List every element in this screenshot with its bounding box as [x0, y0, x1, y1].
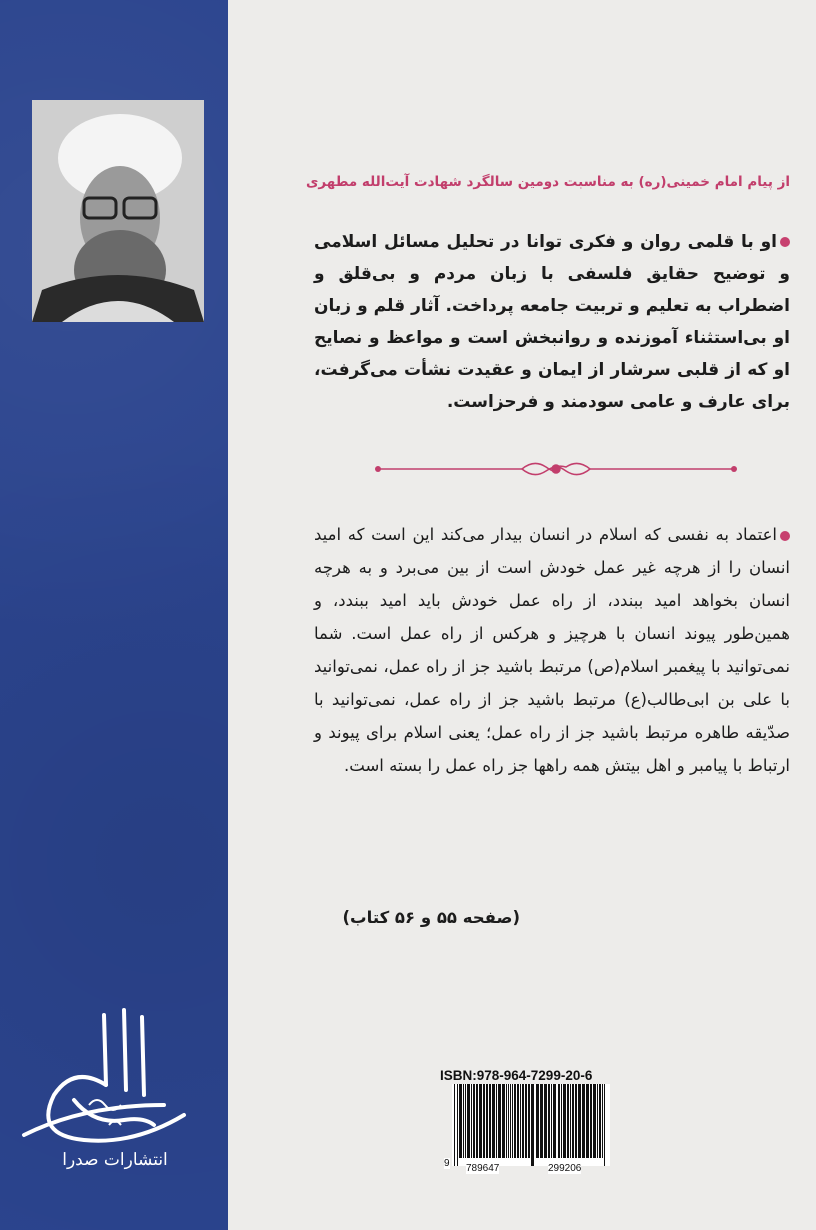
- barcode-bar: [582, 1084, 585, 1158]
- quote-paragraph-1: [314, 226, 790, 418]
- barcode-bar: [496, 1084, 497, 1158]
- quote-source-heading: از پیام امام خمینی(ره) به مناسبت دومین سالگرد شهادت آیت‌الله مطهری: [306, 174, 790, 190]
- barcode-bar: [563, 1084, 566, 1158]
- barcode-bar: [471, 1084, 472, 1158]
- barcode-bar: [561, 1084, 562, 1158]
- barcode-bar: [544, 1084, 547, 1158]
- bullet-icon: [780, 531, 790, 541]
- barcode-bar: [512, 1084, 513, 1158]
- page-citation: (صفحه ۵۵ و ۵۶ کتاب): [342, 908, 520, 927]
- barcode-bar: [558, 1084, 560, 1158]
- barcode-bar: [454, 1084, 455, 1166]
- barcode-left-digits: 789647: [466, 1163, 500, 1174]
- barcode-lead-digit: 9: [444, 1158, 450, 1169]
- isbn-number: ISBN:978-964-7299-20-6: [440, 1068, 593, 1083]
- barcode-bar: [548, 1084, 550, 1158]
- barcode-bar: [597, 1084, 598, 1158]
- barcode-bar: [590, 1084, 592, 1158]
- barcode-bar: [570, 1084, 571, 1158]
- barcode-bar: [508, 1084, 509, 1158]
- portrait-image: [32, 100, 204, 322]
- barcode-bar: [510, 1084, 511, 1158]
- barcode-bar: [506, 1084, 507, 1158]
- barcode-bar: [528, 1084, 530, 1158]
- barcode-bar: [520, 1084, 521, 1158]
- barcode-bar: [551, 1084, 552, 1158]
- barcode-bar: [514, 1084, 516, 1158]
- bullet-icon: [780, 237, 790, 247]
- barcode-bar: [536, 1084, 539, 1158]
- barcode-bar: [525, 1084, 527, 1158]
- barcode-bar: [492, 1084, 495, 1158]
- barcode-bar: [483, 1084, 485, 1158]
- barcode-bar: [489, 1084, 491, 1158]
- barcode-bar: [578, 1084, 581, 1158]
- barcode-right-digits: 299206: [548, 1163, 582, 1174]
- barcode-bar: [575, 1084, 577, 1158]
- quote-text-2: اعتماد به نفسی که اسلام در انسان بیدار می‌کند این است که امید انسان را از هرچه غیر عمل خودش است از بین می‌برد و به هرچه انسان بخواهد امید ببندد، از راه عمل خودش باید امید ببندد، و همین‌طور پیوند انسان با هرچیز و هرکس از راه عمل است. شما نمی‌توانید با پیغمبر اسلام(ص) مرتبط باشید جز از راه عمل، نمی‌توانید با علی بن ابی‌طالب(ع) مرتبط باشید جز از راه عمل، نمی‌توانید با صدّیقه طاهره مرتبط باشید جز از راه عمل؛ یعنی اسلام برای پیوند و ارتباط با پیامبر و اهل بیتش همه راهها جز راه عمل را بسته است.: [314, 525, 790, 775]
- author-portrait: [32, 100, 204, 322]
- barcode-bar: [522, 1084, 524, 1158]
- barcode-bar: [465, 1084, 466, 1158]
- publisher-name: انتشارات صدرا: [62, 1150, 168, 1170]
- quote-paragraph-2: [314, 518, 790, 782]
- quote-text-1: او با قلمی روان و فکری توانا در تحلیل مسائل اسلامی و توضیح حقایق فلسفی با زبان مردم و بی‌قلق و اضطراب به تعلیم و تربیت جامعه پرداخت. آثار قلم و زبان او بی‌استثناء آموزنده و روانبخش است و مواعظ و نصایح او که از قلبی سرشار از ایمان و عقیدت نشأت می‌گرفت، برای عارف و عامی سودمند و فرحزاست.: [314, 232, 790, 412]
- barcode-bars: [452, 1084, 610, 1166]
- barcode-bar: [599, 1084, 601, 1158]
- barcode-bar: [457, 1084, 458, 1166]
- barcode-bar: [567, 1084, 569, 1158]
- barcode-bar: [498, 1084, 501, 1158]
- barcode-bar: [553, 1084, 556, 1158]
- barcode-bar: [479, 1084, 482, 1158]
- barcode-bar: [517, 1084, 519, 1158]
- barcode-bar: [604, 1084, 605, 1166]
- ornament-divider-icon: [372, 456, 740, 482]
- barcode-bar: [586, 1084, 589, 1158]
- barcode-bar: [572, 1084, 574, 1158]
- barcode-bar: [473, 1084, 475, 1158]
- barcode-bar: [531, 1084, 534, 1166]
- barcode-bar: [486, 1084, 488, 1158]
- barcode: [452, 1084, 610, 1166]
- barcode-bar: [502, 1084, 505, 1158]
- barcode-bar: [459, 1084, 462, 1158]
- barcode-bar: [476, 1084, 478, 1158]
- barcode-bar: [463, 1084, 464, 1158]
- barcode-bar: [602, 1084, 603, 1158]
- barcode-bar: [593, 1084, 596, 1158]
- barcode-bar: [467, 1084, 470, 1158]
- barcode-bar: [540, 1084, 543, 1158]
